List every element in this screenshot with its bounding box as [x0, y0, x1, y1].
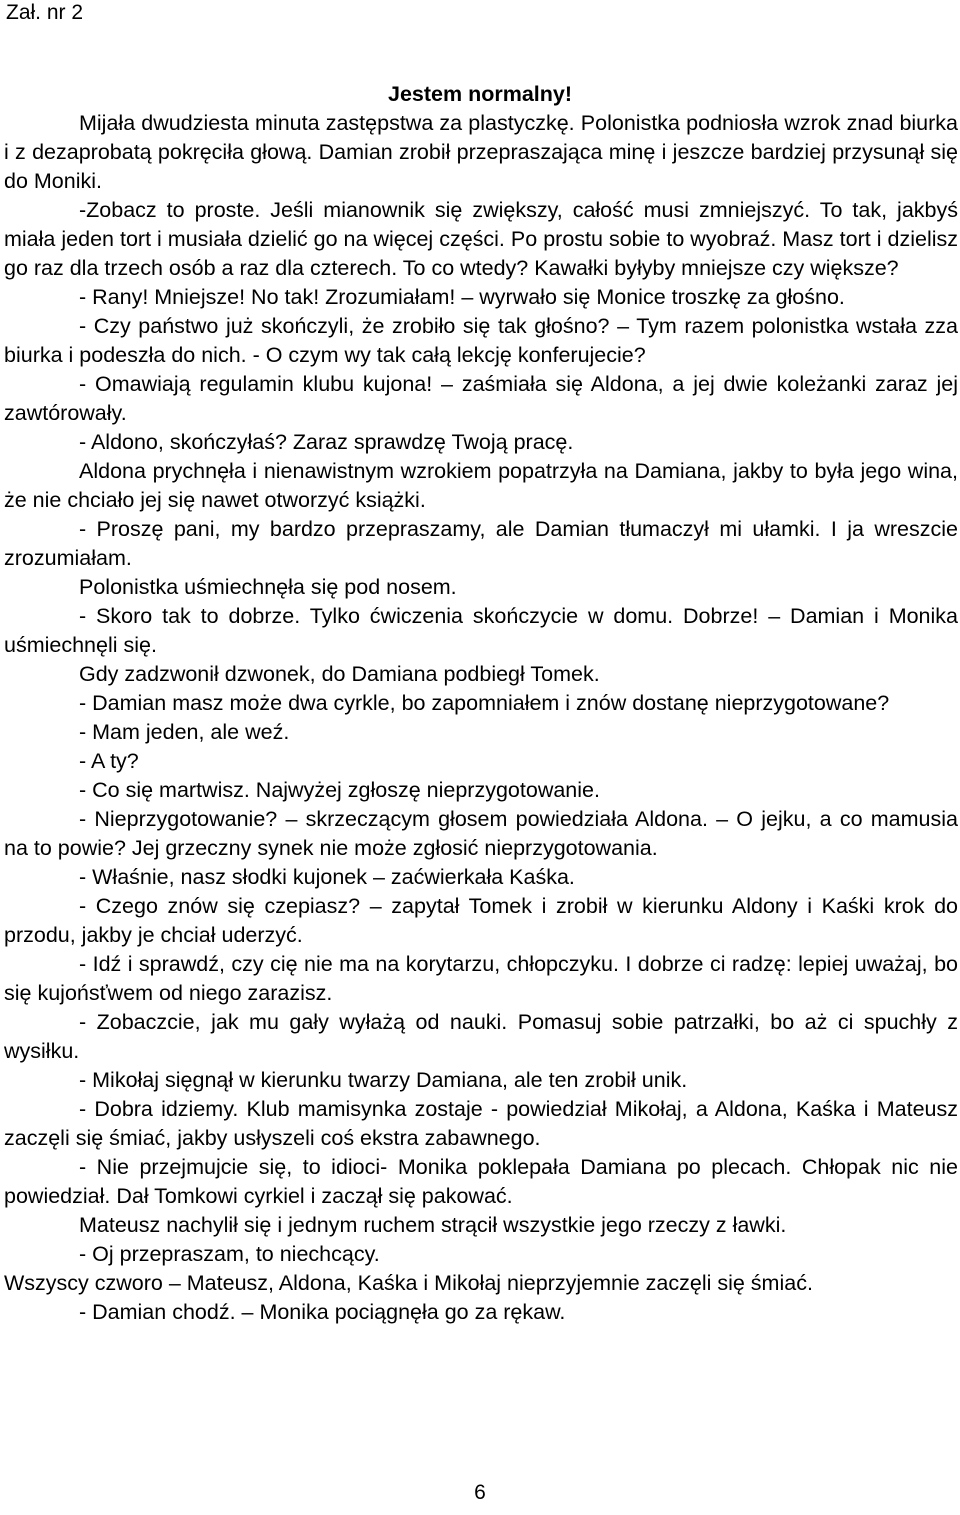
paragraph-6: - Aldono, skończyłaś? Zaraz sprawdzę Twoją pracę.: [79, 429, 574, 454]
story-body: [4, 109, 958, 1327]
attachment-label: Zał. nr 2: [6, 1, 84, 24]
paragraph-26: Wszyscy czworo – Mateusz, Aldona, Kaśka i Mikołaj nieprzyjemnie zaczęli się śmiać.: [4, 1270, 813, 1295]
paragraph-14: - A ty?: [79, 748, 139, 773]
page-number: 6: [474, 1481, 486, 1504]
paragraph-10: - Skoro tak to dobrze. Tylko ćwiczenia skończycie w domu. Dobrze! – Damian i Monika uśmiechnęli się.: [4, 603, 958, 657]
paragraph-11: Gdy zadzwonił dzwonek, do Damiana podbiegł Tomek.: [79, 661, 600, 686]
paragraph-4: - Czy państwo już skończyli, że zrobiło się tak głośno? – Tym razem polonistka wstała zza biurka i podeszła do nich. - O czym wy tak całą lekcję konferujecie?: [4, 313, 958, 367]
paragraph-24: Mateusz nachylił się i jednym ruchem strącił wszystkie jego rzeczy z ławki.: [79, 1212, 787, 1237]
story-title: Jestem normalny!: [387, 82, 572, 106]
paragraph-16: - Nieprzygotowanie? – skrzeczącym głosem powiedziała Aldona. – O jejku, a co mamusia na to powie? Jej grzeczny synek nie może zgłosić nieprzygotowania.: [4, 806, 958, 860]
paragraph-15: - Co się martwisz. Najwyżej zgłoszę nieprzygotowanie.: [79, 777, 600, 802]
paragraph-20: - Zobaczcie, jak mu gały wyłażą od nauki. Pomasuj sobie patrzałki, bo aż ci spuchły z wysiłku.: [4, 1009, 958, 1063]
paragraph-25: - Oj przepraszam, to niechcący.: [79, 1241, 380, 1266]
paragraph-19: - Idź i sprawdź, czy cię nie ma na korytarzu, chłopczyku. I dobrze ci radzę: lepiej uważaj, bo się kujońsťwem od niego zarazisz.: [4, 951, 958, 1005]
paragraph-23: - Nie przejmujcie się, to idioci- Monika poklepała Damiana po plecach. Chłopak nic nie powiedział. Dał Tomkowi cyrkiel i zaczął się pakować.: [4, 1154, 958, 1208]
paragraph-8: - Proszę pani, my bardzo przepraszamy, ale Damian tłumaczył mi ułamki. I ja wreszcie zrozumiałam.: [4, 516, 958, 570]
paragraph-9: Polonistka uśmiechnęła się pod nosem.: [79, 574, 457, 599]
paragraph-18: - Czego znów się czepiasz? – zapytał Tomek i zrobił w kierunku Aldony i Kaśki krok do przodu, jakby je chciał uderzyć.: [4, 893, 958, 947]
paragraph-21: - Mikołaj sięgnął w kierunku twarzy Damiana, ale ten zrobił unik.: [79, 1067, 688, 1092]
paragraph-2: -Zobacz to proste. Jeśli mianownik się zwiększy, całość musi zmniejszyć. To tak, jakbyś miała jeden tort i musiała dzielić go na więcej części. Po prostu sobie to wyobraź. Masz tort i dzielisz go raz dla trzech osób a raz dla czterech. To co wtedy? Kawałki byłyby mniejsze czy większe?: [4, 197, 958, 280]
paragraph-5: - Omawiają regulamin klubu kujona! – zaśmiała się Aldona, a jej dwie koleżanki zaraz jej zawtórowały.: [4, 371, 958, 425]
paragraph-12: - Damian masz może dwa cyrkle, bo zapomniałem i znów dostanę nieprzygotowane?: [79, 690, 890, 715]
paragraph-3: - Rany! Mniejsze! No tak! Zrozumiałam! – wyrwało się Monice troszkę za głośno.: [79, 284, 845, 309]
paragraph-27: - Damian chodź. – Monika pociągnęła go za rękaw.: [79, 1299, 566, 1324]
paragraph-7: Aldona prychnęła i nienawistnym wzrokiem popatrzyła na Damiana, jakby to była jego wina, że nie chciało jej się nawet otworzyć książki.: [4, 458, 958, 512]
paragraph-22: - Dobra idziemy. Klub mamisynka zostaje - powiedział Mikołaj, a Aldona, Kaśka i Mateusz zaczęli się śmiać, jakby usłyszeli coś ekstra zabawnego.: [4, 1096, 958, 1150]
paragraph-13: - Mam jeden, ale weź.: [79, 719, 290, 744]
paragraph-17: - Właśnie, nasz słodki kujonek – zaćwierkała Kaśka.: [79, 864, 575, 889]
paragraph-1: Mijała dwudziesta minuta zastępstwa za plastyczkę. Polonistka podniosła wzrok znad biurka i z dezaprobatą pokręciła głową. Damian zrobił przepraszająca minę i jeszcze bardziej przysunął się do Moniki.: [4, 110, 958, 193]
